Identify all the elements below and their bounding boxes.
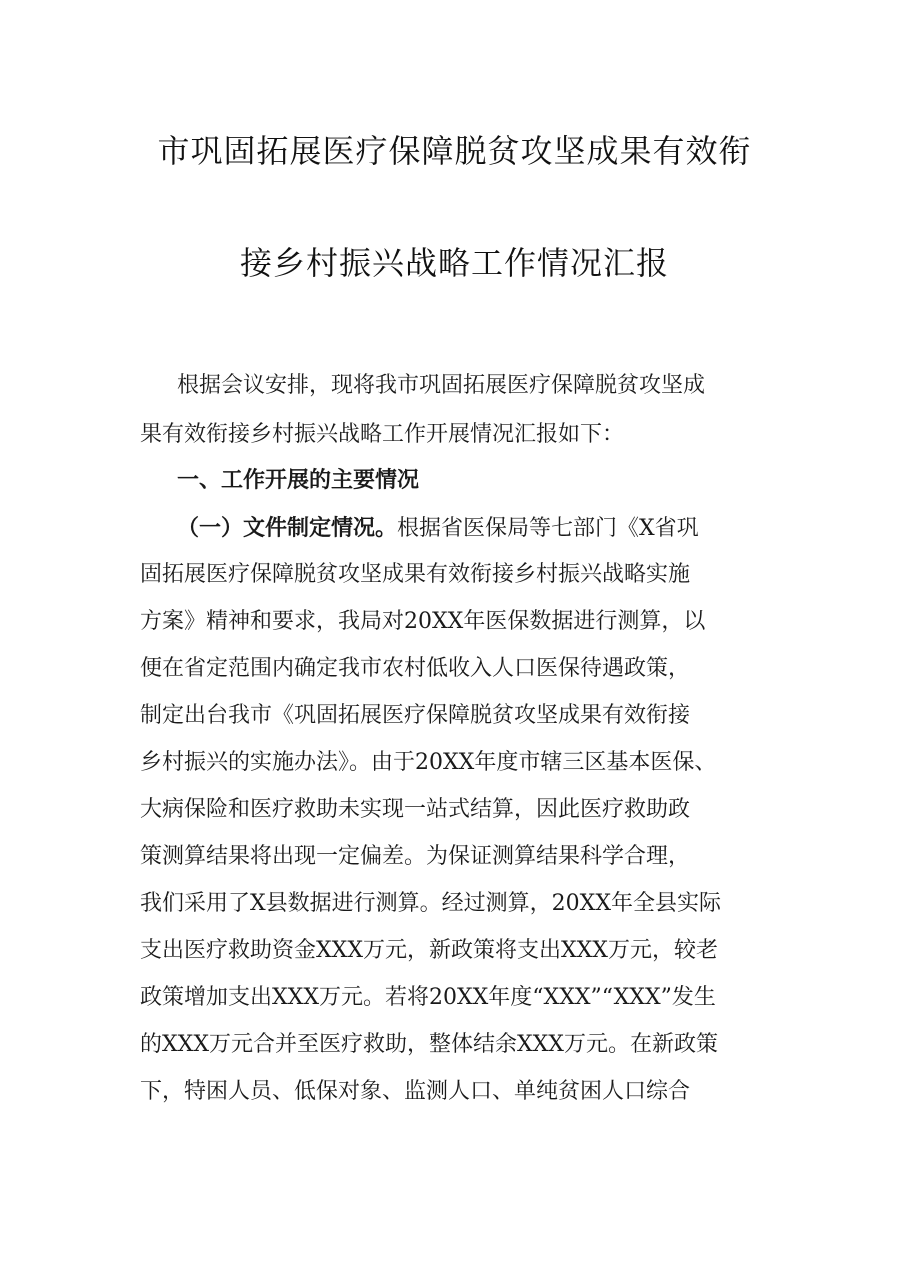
- intro-paragraph-line-1: 根据会议安排，现将我市巩固拓展医疗保障脱贫攻坚成: [177, 373, 706, 398]
- subsection-first-line-text: 根据省医保局等七部门《X省巩: [397, 516, 699, 541]
- document-title-line-1: 市巩固拓展医疗保障脱贫攻坚成果有效衔: [157, 132, 752, 170]
- paragraph-line: 支出医疗救助资金XXX万元，新政策将支出XXX万元，较老: [140, 938, 718, 963]
- paragraph-line: 固拓展医疗保障脱贫攻坚成果有效衔接乡村振兴战略实施: [140, 562, 691, 587]
- intro-paragraph-line-2: 果有效衔接乡村振兴战略工作开展情况汇报如下：: [140, 422, 625, 447]
- paragraph-line: 大病保险和医疗救助未实现一站式结算，因此医疗救助政: [140, 797, 691, 822]
- paragraph-line: 下，特困人员、低保对象、监测人口、单纯贫困人口综合: [140, 1079, 691, 1104]
- subsection-first-line: [177, 514, 699, 544]
- paragraph-line: 便在省定范围内确定我市农村低收入人口医保待遇政策，: [140, 656, 691, 681]
- subsection-heading: （一）文件制定情况。: [177, 516, 398, 541]
- paragraph-line: 乡村振兴的实施办法》。由于20XX年度市辖三区基本医保、: [140, 750, 717, 775]
- paragraph-line: 我们采用了X县数据进行测算。经过测算，20XX年全县实际: [140, 891, 721, 916]
- section-heading: 一、工作开展的主要情况: [177, 468, 420, 493]
- paragraph-line: 制定出台我市《巩固拓展医疗保障脱贫攻坚成果有效衔接: [140, 703, 691, 728]
- paragraph-line: 策测算结果将出现一定偏差。为保证测算结果科学合理，: [140, 844, 691, 869]
- paragraph-line: 方案》精神和要求，我局对20XX年医保数据进行测算，以: [140, 609, 706, 634]
- paragraph-line: 的XXX万元合并至医疗救助，整体结余XXX万元。在新政策: [140, 1032, 718, 1057]
- paragraph-line: 政策增加支出XXX万元。若将20XX年度“XXX”“XXX”发生: [140, 985, 716, 1010]
- document-title-line-2: 接乡村振兴战略工作情况汇报: [239, 244, 669, 282]
